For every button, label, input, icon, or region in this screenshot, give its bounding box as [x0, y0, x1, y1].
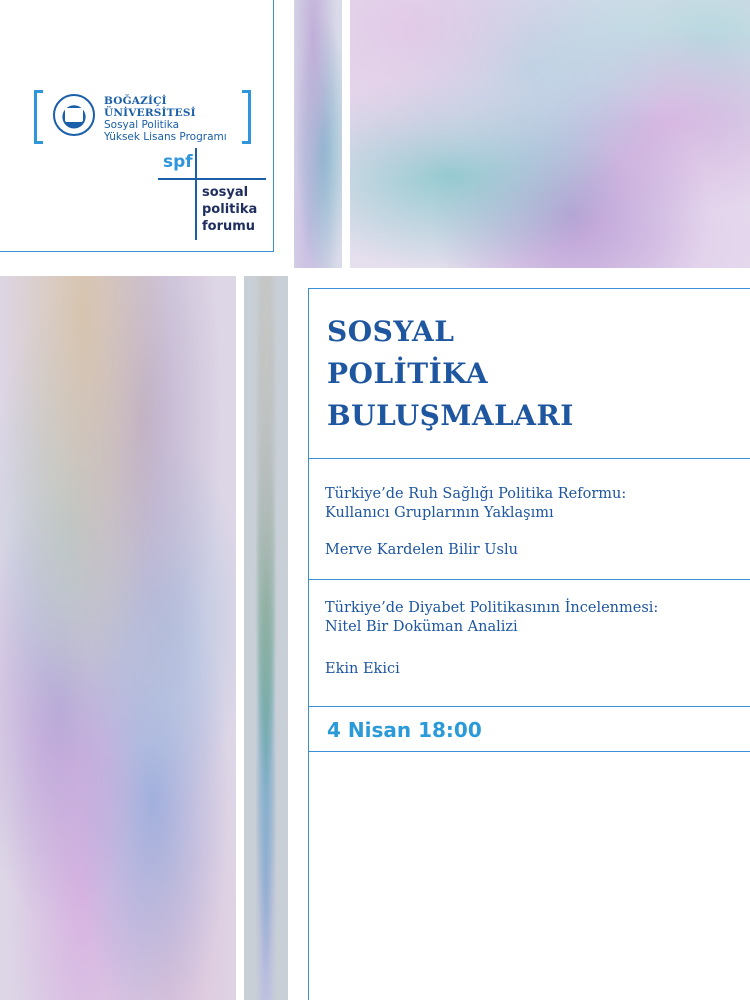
spf-word-3: forumu [202, 219, 256, 234]
talk-2-title-line-2: Nitel Bir Doküman Analizi [325, 619, 518, 635]
title-line-2: POLİTİKA [327, 357, 489, 390]
talk-2-title [325, 599, 745, 637]
divider [309, 751, 750, 752]
spf-word-1: sosyal [202, 185, 249, 200]
university-seal-icon [53, 94, 95, 136]
watercolor-panel-top-narrow [294, 0, 342, 268]
talk-2-title-line-1: Türkiye’de Diyabet Politikasının İncelenmesi: [325, 600, 659, 616]
talk-1-title-line-1: Türkiye’de Ruh Sağlığı Politika Reformu: [325, 486, 627, 502]
program-line-1: Sosyal Politika [104, 119, 180, 131]
spf-wordmark [202, 184, 257, 235]
talk-1-title-line-2: Kullanıcı Gruplarının Yaklaşımı [325, 505, 554, 521]
title-line-3: BULUŞMALARI [327, 399, 574, 432]
spf-divider-horizontal [158, 178, 266, 180]
event-title [327, 311, 574, 437]
spf-word-2: politika [202, 202, 258, 217]
spf-divider-vertical [195, 148, 197, 240]
right-bracket-icon [242, 90, 251, 144]
watercolor-panel-left-wide [0, 276, 236, 1000]
divider [309, 458, 750, 459]
event-content [308, 288, 750, 1000]
spf-abbrev: spf [163, 152, 193, 172]
logo-box [0, 0, 274, 252]
watercolor-panel-left-narrow [244, 276, 288, 1000]
event-date-time: 4 Nisan 18:00 [327, 718, 482, 742]
program-line-2: Yüksek Lisans Programı [104, 131, 227, 143]
talk-1-speaker: Merve Kardelen Bilir Uslu [325, 542, 518, 558]
watercolor-panel-top-wide [350, 0, 750, 268]
left-bracket-icon [34, 90, 43, 144]
divider [309, 579, 750, 580]
talk-1-title [325, 485, 745, 523]
university-logo-text [104, 95, 244, 143]
talk-2-speaker: Ekin Ekici [325, 661, 400, 677]
university-name: BOĞAZİÇİ ÜNİVERSİTESİ [104, 95, 196, 119]
title-line-1: SOSYAL [327, 315, 455, 348]
divider [309, 706, 750, 707]
